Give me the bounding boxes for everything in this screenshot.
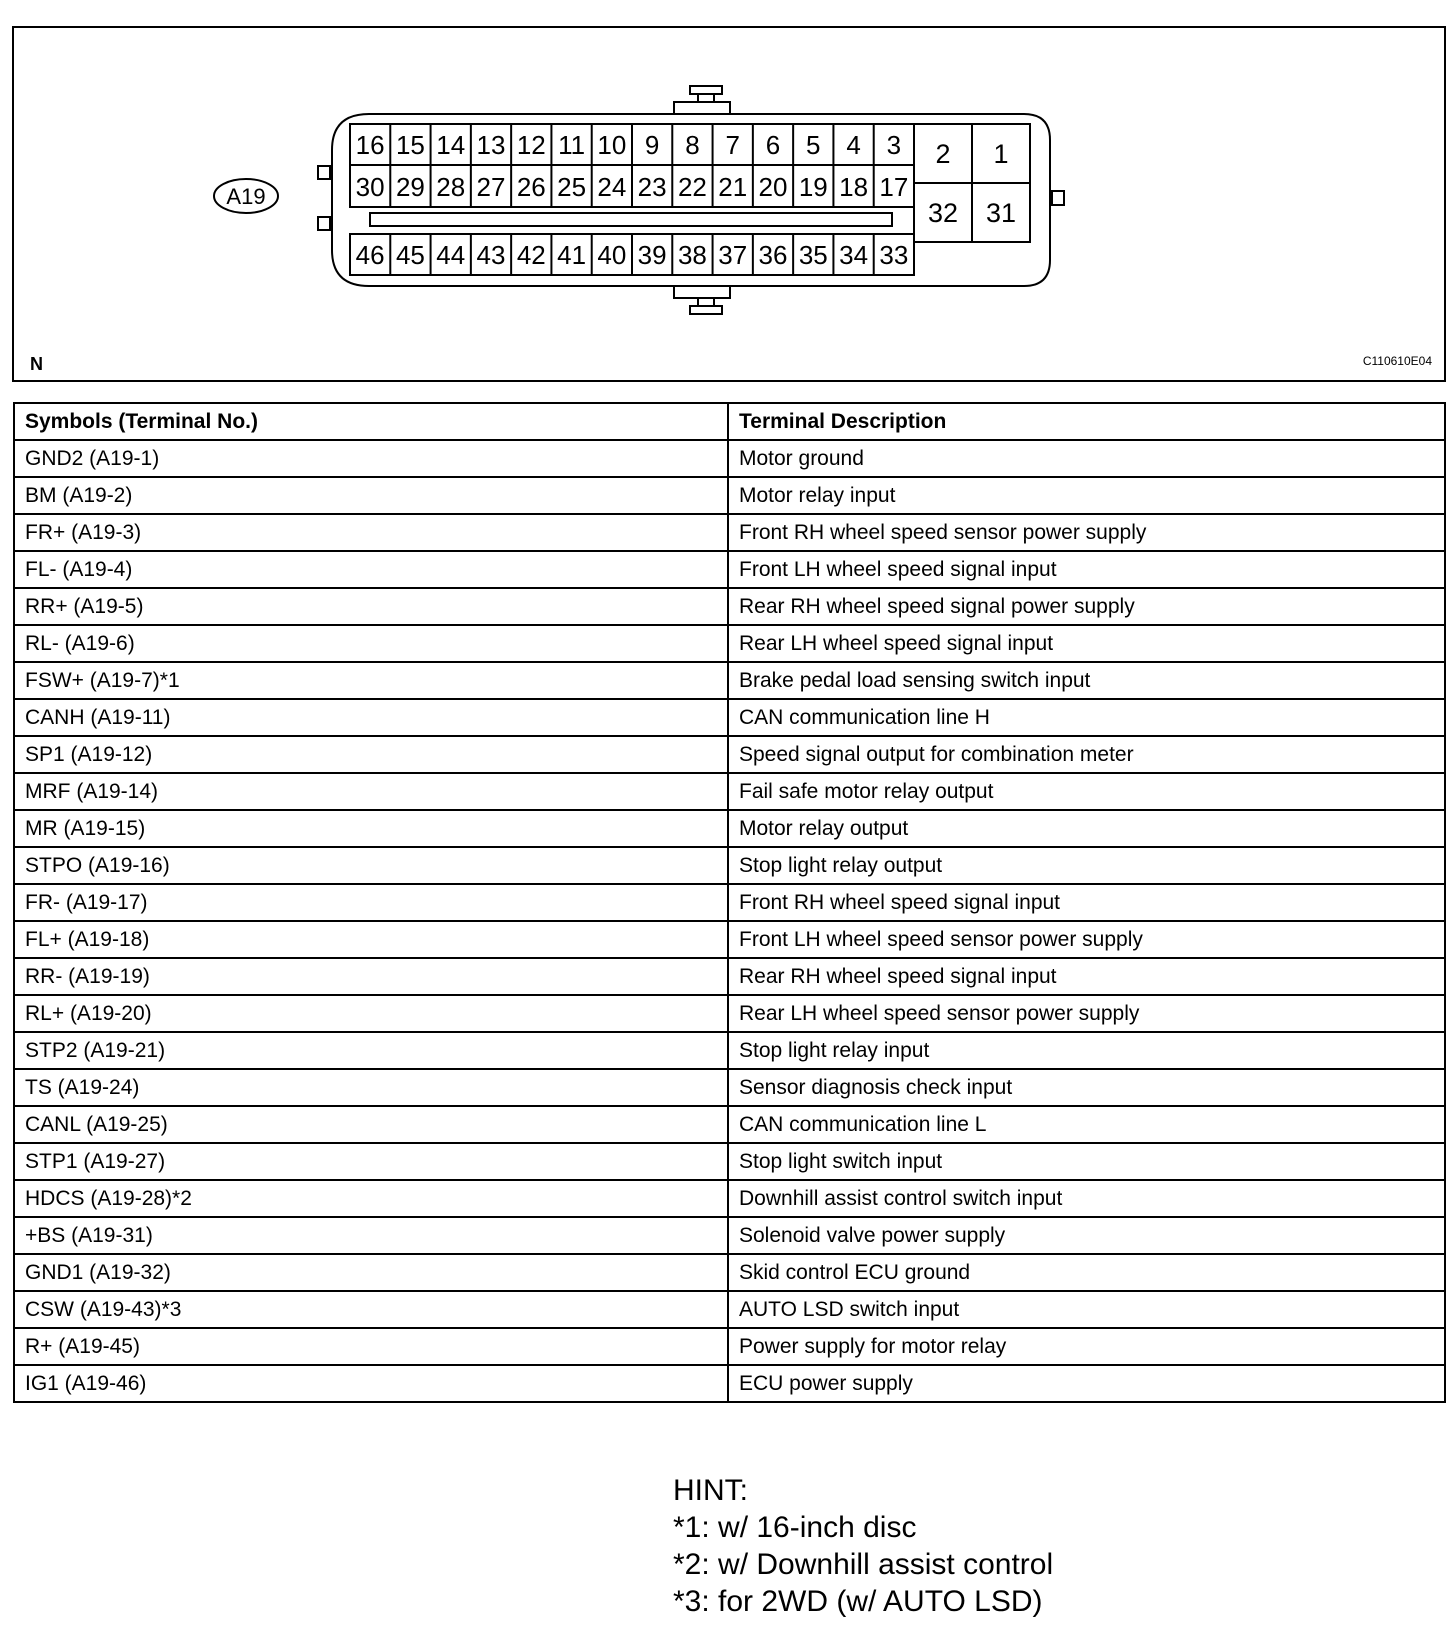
table-row bbox=[14, 1106, 1445, 1143]
pin-number: 1 bbox=[993, 139, 1009, 169]
pin-number: 36 bbox=[758, 240, 788, 270]
pin-number: 3 bbox=[886, 130, 902, 160]
terminal-description: Downhill assist control switch input bbox=[728, 1180, 1445, 1217]
pin-number: 37 bbox=[718, 240, 748, 270]
hint-note: *3: for 2WD (w/ AUTO LSD) bbox=[673, 1585, 1043, 1618]
pin-number: 33 bbox=[879, 240, 909, 270]
terminal-symbol: MR (A19-15) bbox=[14, 810, 728, 847]
terminal-description: Rear RH wheel speed signal input bbox=[728, 958, 1445, 995]
terminal-description: Speed signal output for combination meter bbox=[728, 736, 1445, 773]
pin-number: 11 bbox=[558, 130, 586, 160]
pin-number: 13 bbox=[476, 130, 506, 160]
table-row bbox=[14, 625, 1445, 662]
pin-number: 15 bbox=[395, 130, 425, 160]
pin-number: 39 bbox=[637, 240, 667, 270]
pin-number: 10 bbox=[597, 130, 627, 160]
hint-title: HINT: bbox=[673, 1474, 748, 1507]
terminal-description: Brake pedal load sensing switch input bbox=[728, 662, 1445, 699]
terminal-description: Rear LH wheel speed sensor power supply bbox=[728, 995, 1445, 1032]
pin-number: 5 bbox=[806, 130, 821, 160]
pin-number: 8 bbox=[685, 130, 700, 160]
table-row bbox=[14, 662, 1445, 699]
terminal-description: Solenoid valve power supply bbox=[728, 1217, 1445, 1254]
hint-block bbox=[673, 1472, 1053, 1620]
terminal-description: Stop light switch input bbox=[728, 1143, 1445, 1180]
pin-number: 20 bbox=[758, 172, 788, 202]
table-row bbox=[14, 810, 1445, 847]
orientation-mark: N bbox=[30, 354, 43, 374]
terminal-symbol: IG1 (A19-46) bbox=[14, 1365, 728, 1402]
pin-number: 24 bbox=[597, 172, 627, 202]
hint-note: *2: w/ Downhill assist control bbox=[673, 1548, 1054, 1581]
terminal-description: Skid control ECU ground bbox=[728, 1254, 1445, 1291]
pin-number: 4 bbox=[846, 130, 861, 160]
terminal-symbol: RR+ (A19-5) bbox=[14, 588, 728, 625]
terminal-symbol: BM (A19-2) bbox=[14, 477, 728, 514]
terminal-table-body bbox=[14, 440, 1445, 1402]
table-row bbox=[14, 995, 1445, 1032]
pin-number: 14 bbox=[436, 130, 466, 160]
table-row bbox=[14, 958, 1445, 995]
connector-drawing bbox=[14, 28, 1444, 380]
pin-number: 23 bbox=[637, 172, 667, 202]
terminal-symbol: FSW+ (A19-7)*1 bbox=[14, 662, 728, 699]
terminal-symbol: RL+ (A19-20) bbox=[14, 995, 728, 1032]
terminal-description: Stop light relay input bbox=[728, 1032, 1445, 1069]
terminal-symbol: STP1 (A19-27) bbox=[14, 1143, 728, 1180]
table-row bbox=[14, 1217, 1445, 1254]
terminal-symbol: FL+ (A19-18) bbox=[14, 921, 728, 958]
pin-number: 45 bbox=[395, 240, 425, 270]
terminal-description: Front RH wheel speed signal input bbox=[728, 884, 1445, 921]
pin-number: 22 bbox=[677, 172, 707, 202]
terminal-description: CAN communication line L bbox=[728, 1106, 1445, 1143]
pin-number: 29 bbox=[395, 172, 425, 202]
pin-number: 44 bbox=[436, 240, 466, 270]
terminal-symbol: CANH (A19-11) bbox=[14, 699, 728, 736]
terminal-symbol: RR- (A19-19) bbox=[14, 958, 728, 995]
terminal-description: Rear LH wheel speed signal input bbox=[728, 625, 1445, 662]
terminal-symbol: RL- (A19-6) bbox=[14, 625, 728, 662]
terminal-description: Front LH wheel speed signal input bbox=[728, 551, 1445, 588]
terminal-description: Stop light relay output bbox=[728, 847, 1445, 884]
table-row bbox=[14, 1143, 1445, 1180]
pin-number: 42 bbox=[516, 240, 546, 270]
table-row bbox=[14, 1328, 1445, 1365]
table-row bbox=[14, 1365, 1445, 1402]
table-row bbox=[14, 773, 1445, 810]
pin-number: 19 bbox=[798, 172, 828, 202]
terminal-symbol: GND1 (A19-32) bbox=[14, 1254, 728, 1291]
bottom-latch bbox=[674, 286, 730, 314]
table-row bbox=[14, 477, 1445, 514]
terminal-symbol: FR+ (A19-3) bbox=[14, 514, 728, 551]
pin-number: 30 bbox=[355, 172, 385, 202]
terminal-description: Motor ground bbox=[728, 440, 1445, 477]
pin-number: 32 bbox=[927, 198, 959, 228]
pin-number: 41 bbox=[557, 240, 587, 270]
terminal-symbol: +BS (A19-31) bbox=[14, 1217, 728, 1254]
terminal-description: ECU power supply bbox=[728, 1365, 1445, 1402]
table-header-row bbox=[14, 403, 1445, 440]
table-row bbox=[14, 884, 1445, 921]
terminal-symbol: CANL (A19-25) bbox=[14, 1106, 728, 1143]
terminal-symbol: R+ (A19-45) bbox=[14, 1328, 728, 1365]
connector-diagram bbox=[12, 26, 1446, 382]
top-latch bbox=[674, 86, 730, 114]
pin-number: 34 bbox=[839, 240, 869, 270]
pin-number: 27 bbox=[476, 172, 506, 202]
terminal-description: Sensor diagnosis check input bbox=[728, 1069, 1445, 1106]
terminal-description: Power supply for motor relay bbox=[728, 1328, 1445, 1365]
table-row bbox=[14, 1032, 1445, 1069]
terminal-description: CAN communication line H bbox=[728, 699, 1445, 736]
pin-number: 35 bbox=[798, 240, 828, 270]
terminal-description: Front LH wheel speed sensor power supply bbox=[728, 921, 1445, 958]
terminal-table bbox=[13, 402, 1446, 1403]
pin-number: 25 bbox=[557, 172, 587, 202]
table-row bbox=[14, 847, 1445, 884]
table-row bbox=[14, 699, 1445, 736]
table-row bbox=[14, 1291, 1445, 1328]
table-row bbox=[14, 588, 1445, 625]
pin-number: 12 bbox=[516, 130, 546, 160]
table-row bbox=[14, 440, 1445, 477]
table-row bbox=[14, 1180, 1445, 1217]
hint-note: *1: w/ 16-inch disc bbox=[673, 1511, 917, 1544]
terminal-description: Front RH wheel speed sensor power supply bbox=[728, 514, 1445, 551]
header-description: Terminal Description bbox=[728, 403, 1445, 440]
pin-number: 38 bbox=[677, 240, 707, 270]
table-row bbox=[14, 1254, 1445, 1291]
terminal-symbol: HDCS (A19-28)*2 bbox=[14, 1180, 728, 1217]
terminal-description: AUTO LSD switch input bbox=[728, 1291, 1445, 1328]
pin-number: 46 bbox=[355, 240, 385, 270]
table-row bbox=[14, 551, 1445, 588]
terminal-symbol: GND2 (A19-1) bbox=[14, 440, 728, 477]
table-row bbox=[14, 736, 1445, 773]
pin-number: 6 bbox=[765, 130, 781, 160]
pin-number: 43 bbox=[476, 240, 506, 270]
terminal-description: Motor relay input bbox=[728, 477, 1445, 514]
terminal-symbol: STP2 (A19-21) bbox=[14, 1032, 728, 1069]
table-row bbox=[14, 921, 1445, 958]
terminal-symbol: CSW (A19-43)*3 bbox=[14, 1291, 728, 1328]
pin-number: 17 bbox=[879, 172, 909, 202]
pin-number: 40 bbox=[597, 240, 627, 270]
terminal-symbol: TS (A19-24) bbox=[14, 1069, 728, 1106]
figure-code: C110610E04 bbox=[1362, 354, 1432, 368]
terminal-symbol: FL- (A19-4) bbox=[14, 551, 728, 588]
terminal-description: Rear RH wheel speed signal power supply bbox=[728, 588, 1445, 625]
connector-label: A19 bbox=[226, 184, 266, 209]
terminal-symbol: SP1 (A19-12) bbox=[14, 736, 728, 773]
pin-number: 21 bbox=[718, 172, 748, 202]
pin-number: 26 bbox=[516, 172, 546, 202]
pin-number: 16 bbox=[355, 130, 385, 160]
pin-row-top bbox=[356, 130, 901, 160]
terminal-symbol: STPO (A19-16) bbox=[14, 847, 728, 884]
header-symbols: Symbols (Terminal No.) bbox=[14, 403, 728, 440]
pin-number: 18 bbox=[839, 172, 869, 202]
table-row bbox=[14, 1069, 1445, 1106]
pin-number: 31 bbox=[985, 198, 1017, 228]
table-row bbox=[14, 514, 1445, 551]
terminal-description: Fail safe motor relay output bbox=[728, 773, 1445, 810]
terminal-symbol: MRF (A19-14) bbox=[14, 773, 728, 810]
pin-number: 2 bbox=[935, 139, 951, 169]
terminal-description: Motor relay output bbox=[728, 810, 1445, 847]
pin-number: 28 bbox=[436, 172, 466, 202]
pin-number: 7 bbox=[725, 130, 740, 160]
terminal-symbol: FR- (A19-17) bbox=[14, 884, 728, 921]
pin-number: 9 bbox=[644, 130, 660, 160]
